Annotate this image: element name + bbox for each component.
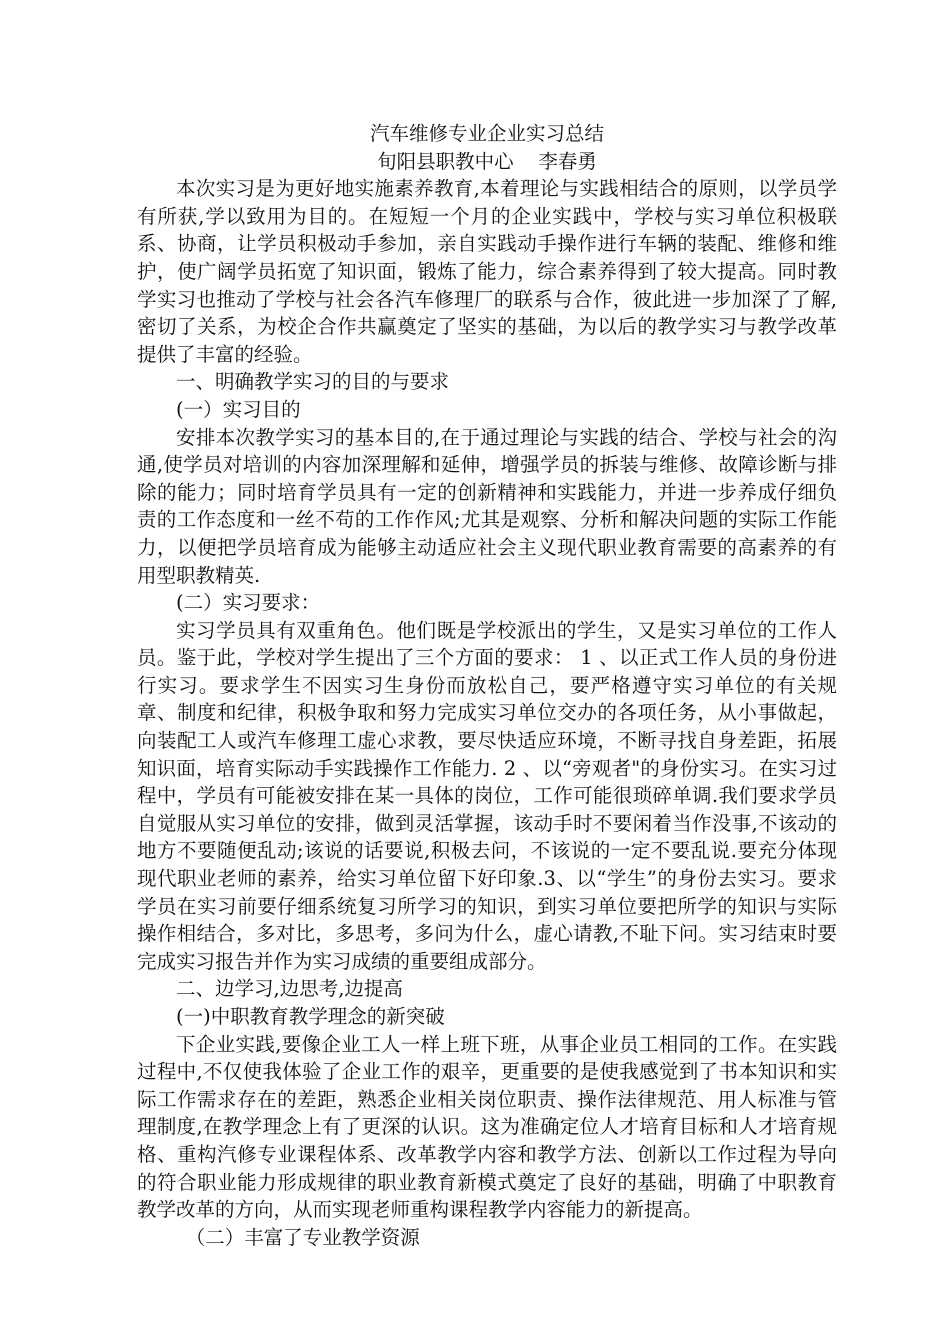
section1-sub2-heading: (二）实习要求： <box>176 591 321 615</box>
intro-paragraph: 本次实习是为更好地实施素养教育,本着理论与实践相结合的原则，以学员学有所获,学以致用为目的。在短短一个月的企业实践中，学校与实习单位积极联系、协商，让学员积极动手参加，亲自实践动手操作进行车辆的装配、维修和维护，使广阔学员拓宽了知识面，锻炼了能力，综合素养得到了较大提高。同时教学实习也推动了学校与社会各汽车修理厂的联系与合作，彼此进一步加深了了解,密切了关系，为校企合作共赢奠定了坚实的基础，为以后的教学实习与教学改革提供了丰富的经验。 <box>137 177 837 366</box>
section2-paragraph1: 下企业实践,要像企业工人一样上班下班，从事企业员工相同的工作。在实践过程中,不仅使我体验了企业工作的艰辛，更重要的是使我感觉到了书本知识和实际工作需求存在的差距，熟悉企业相关岗位职责、操作法律规范、用人标准与管理制度,在教学理念上有了更深的认识。这为准确定位人才培育目标和人才培育规格、重构汽修专业课程体系、改革教学内容和教学方法、创新以工作过程为导向的符合职业能力形成规律的职业教育新模式奠定了良好的基础，明确了中职教育教学改革的方向，从而实现老师重构课程教学内容能力的新提高。 <box>137 1032 837 1222</box>
document-page <box>137 120 837 1251</box>
document-title: 汽车维修专业企业实习总结 <box>369 122 604 145</box>
section2-sub2-heading: （二）丰富了专业教学资源 <box>185 1225 420 1249</box>
section1-heading: 一、明确教学实习的目的与要求 <box>176 370 450 394</box>
section1-paragraph2: 实习学员具有双重角色。他们既是学校派出的学生，又是实习单位的工作人员。鉴于此，学校对学生提出了三个方面的要求： 1 、以正式工作人员的身份进行实习。要求学生不因实习生身份而放松自己，要严格遵守实习单位的有关规章、制度和纪律，积极争取和努力完成实习单位交办的各项任务，从小事做起，向装配工人或汽车修理工虚心求教，要尽快适应环境，不断寻找自身差距，拓展知识面，培育实际动手实践操作工作能力. 2 、以“旁观者"的身份实习。在实习过程中，学员有可能被安排在某一具体的岗位，工作可能很琐碎单调.我们要求学员自觉服从实习单位的安排，做到灵活掌握，该动手时不要闲着当作没事,不该动的地方不要随便乱动;该说的话要说,积极去问，不该说的一定不要乱说.要充分体现现代职业老师的素养，给实习单位留下好印象.3、以“学生”的身份去实习。要求学员在实习前要仔细系统复习所学习的知识，到实习单位要把所学的知识与实际操作相结合，多对比，多思考，多问为什么，虚心请教,不耻下问。实习结束时要完成实习报告并作为实习成绩的重要组成部分。 <box>137 618 837 973</box>
author-line: 旬阳县职教中心 李春勇 <box>377 149 597 173</box>
section1-paragraph1: 安排本次教学实习的基本目的,在于通过理论与实践的结合、学校与社会的沟通,使学员对培训的内容加深理解和延伸，增强学员的拆装与维修、故障诊断与排除的能力；同时培育学员具有一定的创新精神和实践能力，并进一步养成仔细负责的工作态度和一丝不苟的工作作风;尤其是观察、分析和解决问题的实际工作能力，以便把学员培育成为能够主动适应社会主义现代职业教育需要的高素养的有用型职教精英. <box>137 425 837 587</box>
section1-sub1-heading: (一）实习目的 <box>176 397 301 421</box>
section2-heading: 二、边学习,边思考,边提高 <box>176 977 403 1001</box>
section2-sub1-heading: (一)中职教育教学理念的新突破 <box>176 1005 445 1028</box>
